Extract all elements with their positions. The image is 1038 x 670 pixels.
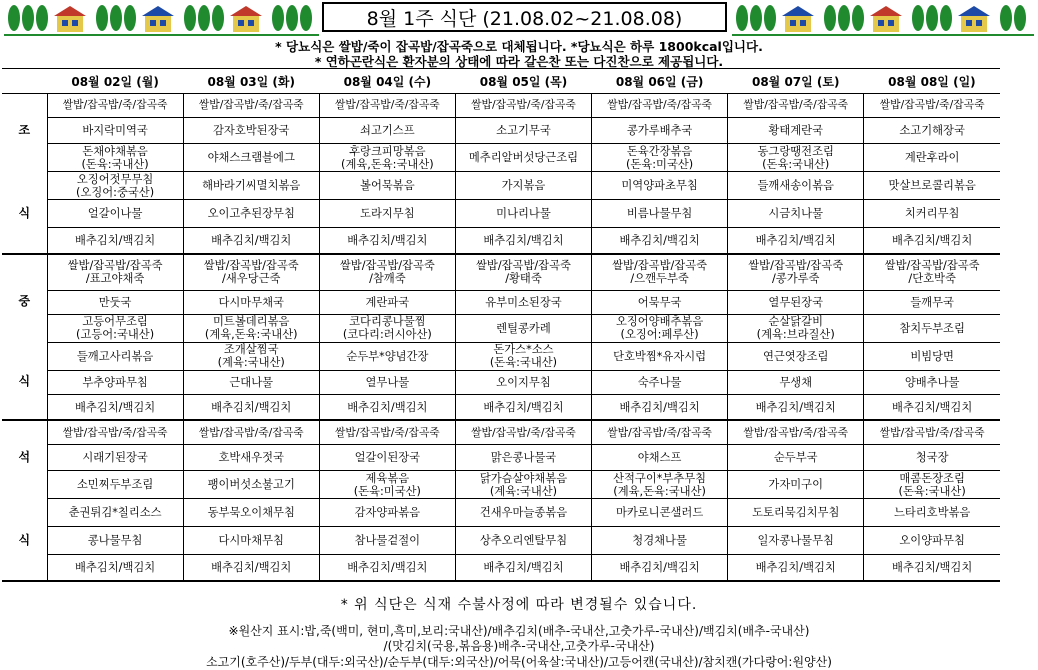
menu-item: 느타리호박볶음 — [864, 499, 1000, 527]
menu-item: 쌀밥/잡곡밥/죽/잡곡죽 — [592, 94, 728, 118]
menu-row — [2, 172, 1000, 200]
menu-item: 다시마무채국 — [183, 290, 319, 314]
menu-item: 배추김치/백김치 — [455, 394, 591, 420]
menu-item: 야채스프 — [592, 444, 728, 470]
menu-item: 도라지무침 — [319, 200, 455, 228]
menu-item: 배추김치/백김치 — [592, 555, 728, 581]
menu-item: 들깨새송이볶음 — [728, 172, 864, 200]
page-title: 8월 1주 식단 (21.08.02~21.08.08) — [322, 2, 727, 32]
menu-item: 쌀밥/잡곡밥/죽/잡곡죽 — [319, 94, 455, 118]
meal-label-spacer — [2, 228, 47, 254]
menu-item: 만둣국 — [47, 290, 183, 314]
menu-item: 배추김치/백김치 — [864, 555, 1000, 581]
menu-row — [2, 94, 1000, 118]
menu-item: 미트볼데리볶음 (계육,돈육:국내산) — [183, 314, 319, 342]
menu-item: 비름나물무침 — [592, 200, 728, 228]
menu-item: 소고기무국 — [455, 118, 591, 144]
menu-item: 열무나물 — [319, 370, 455, 394]
menu-item: 배추김치/백김치 — [183, 555, 319, 581]
menu-item: 감자호박된장국 — [183, 118, 319, 144]
menu-item: 돈가스*소스 (돈육:국내산) — [455, 342, 591, 370]
menu-item: 마카로니콘샐러드 — [592, 499, 728, 527]
menu-item: 맛살브로콜리볶음 — [864, 172, 1000, 200]
menu-item: 배추김치/백김치 — [592, 394, 728, 420]
menu-item: 가지볶음 — [455, 172, 591, 200]
menu-item: 배추김치/백김치 — [455, 228, 591, 254]
menu-item: 배추김치/백김치 — [728, 394, 864, 420]
menu-row — [2, 394, 1000, 420]
day-header-row — [2, 69, 1000, 94]
menu-item: 동부묵오이채무침 — [183, 499, 319, 527]
menu-item: 도토리묵김치무침 — [728, 499, 864, 527]
menu-item: 쌀밥/잡곡밥/잡곡죽 /콩가루죽 — [728, 254, 864, 290]
menu-item: 오이지무침 — [455, 370, 591, 394]
menu-item: 쌀밥/잡곡밥/죽/잡곡죽 — [728, 420, 864, 444]
menu-item: 시금치나물 — [728, 200, 864, 228]
menu-item: 조개살찜국 (계육:국내산) — [183, 342, 319, 370]
meal-label-spacer — [2, 254, 47, 290]
trees-and-houses-icon — [4, 2, 319, 36]
meal-label-spacer — [2, 394, 47, 420]
menu-row — [2, 228, 1000, 254]
header-decoration-right — [732, 0, 1034, 36]
menu-row — [2, 200, 1000, 228]
menu-item: 맑은콩나물국 — [455, 444, 591, 470]
menu-item: 숙주나물 — [592, 370, 728, 394]
menu-item: 쌀밥/잡곡밥/죽/잡곡죽 — [47, 94, 183, 118]
day-header: 08월 03일 (화) — [183, 69, 319, 94]
meal-column-header — [2, 69, 47, 94]
menu-item: 참치두부조림 — [864, 314, 1000, 342]
weekly-menu-table — [2, 68, 1000, 582]
menu-row — [2, 555, 1000, 581]
menu-item: 계란후라이 — [864, 144, 1000, 172]
meal-label-bottom: 식 — [18, 374, 31, 389]
meal-label-spacer — [2, 499, 47, 527]
menu-row — [2, 118, 1000, 144]
menu-item: 감자양파볶음 — [319, 499, 455, 527]
change-notice: * 위 식단은 식재 수불사정에 따라 변경될수 있습니다. — [340, 597, 698, 613]
menu-item: 배추김치/백김치 — [319, 555, 455, 581]
menu-item: 쌀밥/잡곡밥/죽/잡곡죽 — [592, 420, 728, 444]
menu-item: 배추김치/백김치 — [728, 555, 864, 581]
menu-item: 동그랑땡전조림 (돈육:국내산) — [728, 144, 864, 172]
menu-item: 양배추나물 — [864, 370, 1000, 394]
trees-and-houses-icon — [732, 2, 1034, 36]
menu-item: 렌틸콩카레 — [455, 314, 591, 342]
menu-item: 배추김치/백김치 — [183, 394, 319, 420]
menu-item: 배추김치/백김치 — [47, 228, 183, 254]
day-header: 08월 08일 (일) — [864, 69, 1000, 94]
origin-info-line: /(맛김치(국용,볶음용)배추-국내산,고춧가루-국내산) — [383, 639, 655, 653]
meal-label-spacer — [2, 555, 47, 581]
menu-row — [2, 499, 1000, 527]
meal-label-spacer — [2, 314, 47, 342]
menu-row — [2, 370, 1000, 394]
menu-item: 쌀밥/잡곡밥/잡곡죽 /으깬두부죽 — [592, 254, 728, 290]
menu-row — [2, 290, 1000, 314]
day-header: 08월 06일 (금) — [592, 69, 728, 94]
menu-item: 돈육간장볶음 (돈육:미국산) — [592, 144, 728, 172]
day-header: 08월 05일 (목) — [455, 69, 591, 94]
menu-item: 오징어양배추볶음 (오징어:페루산) — [592, 314, 728, 342]
menu-item: 쌀밥/잡곡밥/죽/잡곡죽 — [183, 94, 319, 118]
menu-item: 계란파국 — [319, 290, 455, 314]
menu-item: 배추김치/백김치 — [728, 228, 864, 254]
menu-item: 청국장 — [864, 444, 1000, 470]
menu-item: 춘권튀김*칠리소스 — [47, 499, 183, 527]
menu-item: 볼어묵볶음 — [319, 172, 455, 200]
day-header: 08월 02일 (월) — [47, 69, 183, 94]
menu-item: 메추리알버섯당근조림 — [455, 144, 591, 172]
menu-item: 쌀밥/잡곡밥/잡곡죽 /표고야채죽 — [47, 254, 183, 290]
menu-item: 쌀밥/잡곡밥/죽/잡곡죽 — [455, 420, 591, 444]
menu-item: 얼갈이나물 — [47, 200, 183, 228]
menu-row — [2, 420, 1000, 444]
header-decoration-left — [4, 0, 319, 36]
menu-item: 배추김치/백김치 — [864, 394, 1000, 420]
menu-item: 해바라기씨멸치볶음 — [183, 172, 319, 200]
meal-label-bottom: 식 — [18, 205, 31, 220]
menu-item: 배추김치/백김치 — [455, 555, 591, 581]
menu-item: 단호박찜*유자시럽 — [592, 342, 728, 370]
menu-item: 들깨고사리볶음 — [47, 342, 183, 370]
menu-item: 호박새우젓국 — [183, 444, 319, 470]
menu-item: 산적구이*부추무침 (계육,돈육:국내산) — [592, 471, 728, 499]
menu-item: 순두부*양념간장 — [319, 342, 455, 370]
menu-item: 팽이버섯소불고기 — [183, 471, 319, 499]
meal-label-top: 석 — [18, 449, 31, 464]
origin-info-line: 소고기(호주산)/두부(대두:외국산)/순두부(대두:외국산)/어묵(어육살:국내산)/고등어캔(국내산)/참치캔(가다랑어:원양산) — [206, 655, 832, 669]
meal-label-spacer — [2, 94, 47, 118]
menu-item: 일자콩나물무침 — [728, 527, 864, 555]
menu-item: 근대나물 — [183, 370, 319, 394]
menu-item: 바지락미역국 — [47, 118, 183, 144]
meal-label-spacer — [2, 471, 47, 499]
menu-item: 들깨무국 — [864, 290, 1000, 314]
menu-item: 가자미구이 — [728, 471, 864, 499]
menu-item: 얼갈이된장국 — [319, 444, 455, 470]
menu-item: 황태계란국 — [728, 118, 864, 144]
menu-item: 다시마채무침 — [183, 527, 319, 555]
menu-item: 시래기된장국 — [47, 444, 183, 470]
menu-item: 소민찌두부조림 — [47, 471, 183, 499]
meal-label-spacer — [2, 144, 47, 172]
menu-item: 상추오리엔탈무침 — [455, 527, 591, 555]
menu-item: 치커리무침 — [864, 200, 1000, 228]
menu-item: 매콤돈장조림 (돈육:국내산) — [864, 471, 1000, 499]
menu-body — [2, 94, 1000, 582]
menu-item: 참나물겉절이 — [319, 527, 455, 555]
menu-item: 연근엿장조림 — [728, 342, 864, 370]
menu-item: 오이양파무침 — [864, 527, 1000, 555]
menu-item: 배추김치/백김치 — [319, 228, 455, 254]
menu-item: 쌀밥/잡곡밥/죽/잡곡죽 — [455, 94, 591, 118]
menu-item: 쇠고기스프 — [319, 118, 455, 144]
menu-item: 쌀밥/잡곡밥/잡곡죽 /황태죽 — [455, 254, 591, 290]
menu-item: 제육볶음 (돈육:미국산) — [319, 471, 455, 499]
meal-label-top: 중 — [18, 294, 31, 309]
notice-dysphagia: * 연하곤란식은 환자분의 상태에 따라 갈은찬 또는 다진찬으로 제공됩니다. — [314, 54, 724, 69]
menu-item: 오이고추된장무침 — [183, 200, 319, 228]
menu-item: 건새우마늘종볶음 — [455, 499, 591, 527]
menu-item: 콩가루배추국 — [592, 118, 728, 144]
menu-item: 쌀밥/잡곡밥/잡곡죽 /단호박죽 — [864, 254, 1000, 290]
menu-item: 미역양파초무침 — [592, 172, 728, 200]
notice-diabetic: * 당뇨식은 쌀밥/죽이 잡곡밥/잡곡죽으로 대체됩니다. *당뇨식은 하루 1800kcal입니다. — [275, 39, 763, 54]
menu-row — [2, 144, 1000, 172]
menu-item: 쌀밥/잡곡밥/죽/잡곡죽 — [319, 420, 455, 444]
meal-label-bottom: 식 — [18, 532, 31, 547]
menu-item: 야채스크램블에그 — [183, 144, 319, 172]
menu-item: 배추김치/백김치 — [47, 555, 183, 581]
menu-item: 부추양파무침 — [47, 370, 183, 394]
menu-item: 쌀밥/잡곡밥/죽/잡곡죽 — [728, 94, 864, 118]
menu-item: 무생채 — [728, 370, 864, 394]
menu-item: 코다리콩나물찜 (코다리:러시아산) — [319, 314, 455, 342]
menu-item: 배추김치/백김치 — [592, 228, 728, 254]
meal-label-spacer — [2, 420, 47, 444]
menu-item: 배추김치/백김치 — [183, 228, 319, 254]
menu-item: 순살닭갈비 (계육:브라질산) — [728, 314, 864, 342]
menu-row — [2, 527, 1000, 555]
origin-info-line: ※원산지 표시:밥,죽(백미, 현미,흑미,보리:국내산)/배추김치(배추-국내산,고춧가루-국내산)/백김치(배추-국내산) — [228, 624, 810, 638]
menu-item: 유부미소된장국 — [455, 290, 591, 314]
menu-item: 어묵무국 — [592, 290, 728, 314]
menu-item: 쌀밥/잡곡밥/죽/잡곡죽 — [183, 420, 319, 444]
menu-item: 돈채야채볶음 (돈육:국내산) — [47, 144, 183, 172]
menu-row — [2, 444, 1000, 470]
menu-item: 배추김치/백김치 — [864, 228, 1000, 254]
menu-row — [2, 471, 1000, 499]
menu-item: 배추김치/백김치 — [47, 394, 183, 420]
meal-label-spacer — [2, 342, 47, 370]
menu-item: 비빔당면 — [864, 342, 1000, 370]
menu-item: 닭가슴살야채볶음 (계육:국내산) — [455, 471, 591, 499]
menu-row — [2, 314, 1000, 342]
menu-item: 콩나물무침 — [47, 527, 183, 555]
menu-item: 쌀밥/잡곡밥/죽/잡곡죽 — [864, 94, 1000, 118]
day-header: 08월 04일 (수) — [319, 69, 455, 94]
menu-item: 순두부국 — [728, 444, 864, 470]
menu-item: 고등어무조림 (고등어:국내산) — [47, 314, 183, 342]
meal-label-top: 조 — [18, 122, 31, 137]
menu-item: 열무된장국 — [728, 290, 864, 314]
menu-item: 미나리나물 — [455, 200, 591, 228]
menu-item: 오징어젓무무침 (오징어:중국산) — [47, 172, 183, 200]
menu-row — [2, 342, 1000, 370]
menu-item: 배추김치/백김치 — [319, 394, 455, 420]
day-header: 08월 07일 (토) — [728, 69, 864, 94]
menu-item: 청경채나물 — [592, 527, 728, 555]
menu-item: 후랑크피망볶음 (계육,돈육:국내산) — [319, 144, 455, 172]
menu-item: 쌀밥/잡곡밥/잡곡죽 /참깨죽 — [319, 254, 455, 290]
menu-item: 쌀밥/잡곡밥/죽/잡곡죽 — [47, 420, 183, 444]
menu-item: 쌀밥/잡곡밥/죽/잡곡죽 — [864, 420, 1000, 444]
menu-item: 쌀밥/잡곡밥/잡곡죽 /새우당근죽 — [183, 254, 319, 290]
meal-label-spacer — [2, 172, 47, 200]
menu-row — [2, 254, 1000, 290]
menu-item: 소고기해장국 — [864, 118, 1000, 144]
